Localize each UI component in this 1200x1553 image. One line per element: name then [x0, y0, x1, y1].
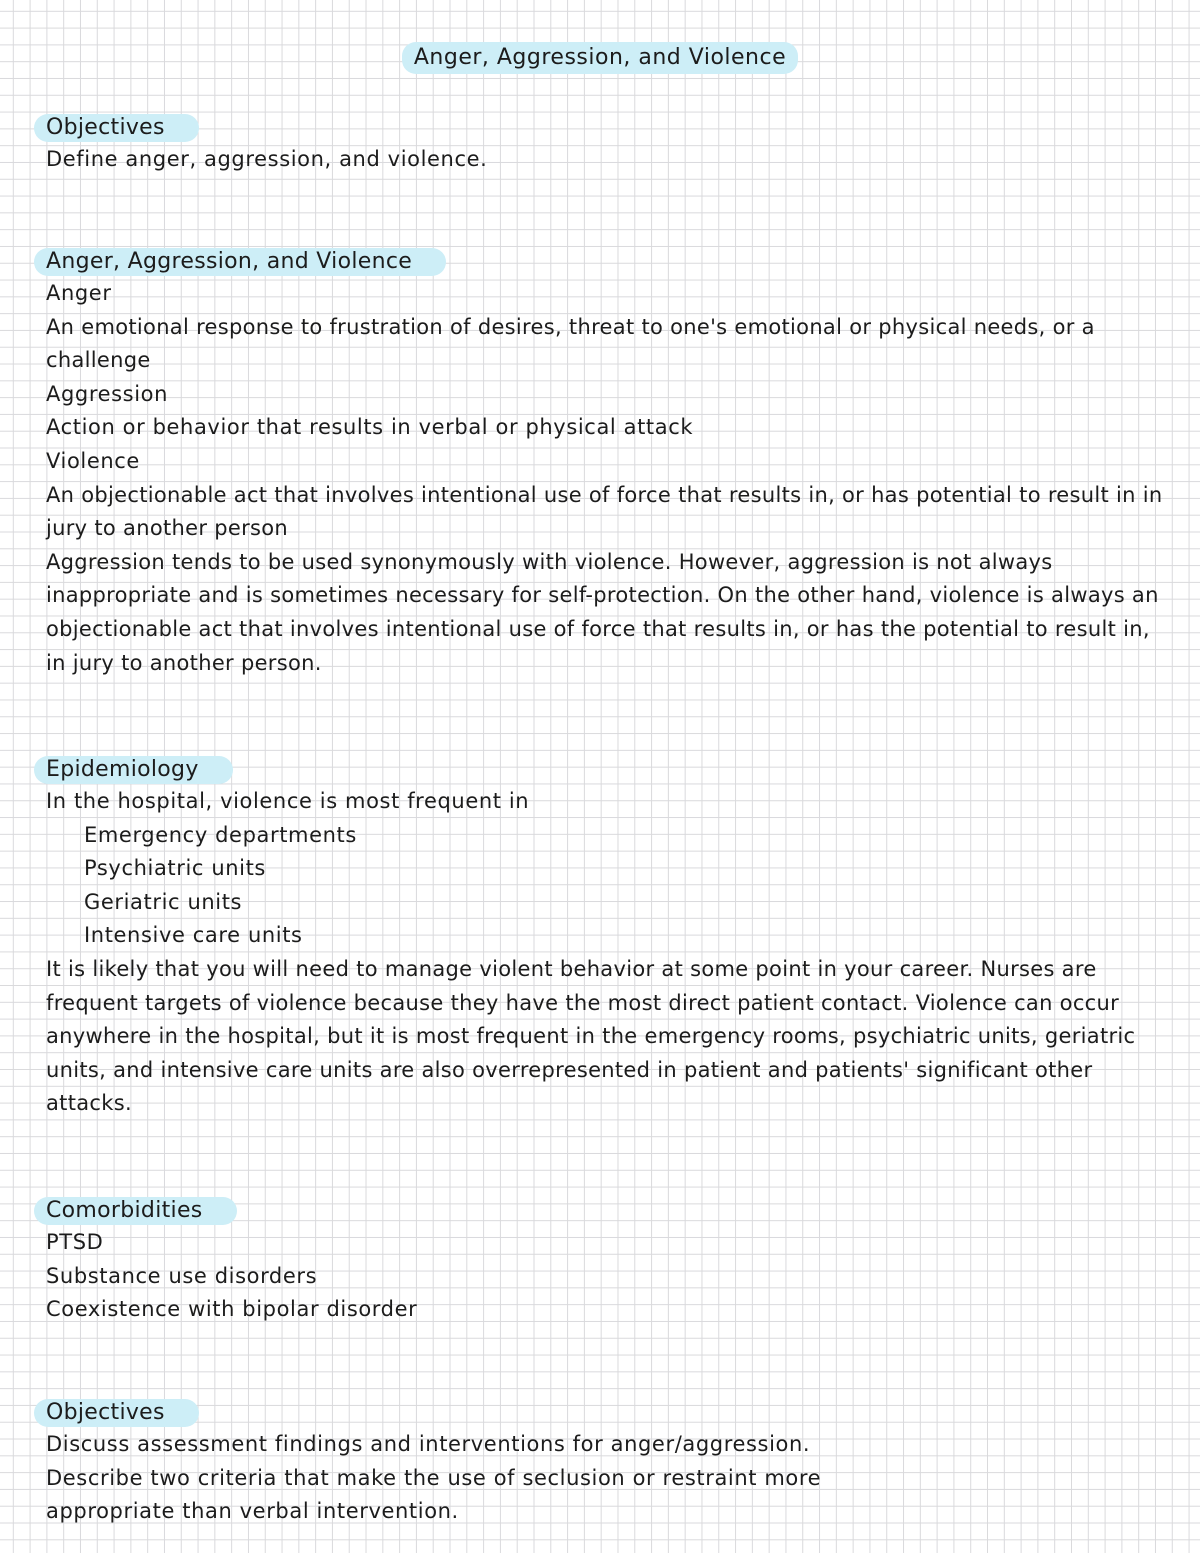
section-comorbidities	[46, 1196, 1166, 1327]
list-item: Geriatric units	[84, 889, 243, 914]
list-item: Intensive care units	[84, 923, 303, 948]
definition-aggression: Action or behavior that results in verbal or physical attack	[46, 415, 694, 440]
heading-highlight: Objectives	[34, 1399, 199, 1427]
aggression-paragraph: Aggression tends to be used synonymously with violence. However, aggression is not always inappropriate and is sometimes necessary for self-protection. On the other hand, violence is always an objectionable act that involves intentional use of force that results in, or has the potential to result in, in jury to another person.	[46, 549, 1159, 675]
objective-line: Discuss assessment findings and interventions for anger/aggression.	[46, 1432, 811, 1456]
section-epidemiology	[46, 755, 1166, 1121]
objective-line: Define anger, aggression, and violence.	[46, 147, 488, 171]
section-heading	[34, 1196, 1166, 1226]
objective-line: Describe two criteria that make the use of seclusion or restraint more	[46, 1465, 822, 1490]
list-item: Emergency departments	[84, 822, 357, 847]
heading-highlight: Objectives	[34, 114, 199, 142]
title-block	[0, 42, 1200, 74]
definition-violence: An objectionable act that involves intentional use of force that results in, or has potential to result in in jury to another person	[46, 482, 1163, 541]
list-item: PTSD	[46, 1230, 104, 1254]
section-objectives	[46, 113, 1166, 177]
section-definitions	[46, 247, 1166, 680]
heading-highlight: Comorbidities	[34, 1197, 237, 1225]
term-aggression: Aggression	[46, 381, 168, 406]
page-title: Anger, Aggression, and Violence	[402, 42, 798, 74]
heading-highlight: Anger, Aggression, and Violence	[34, 248, 446, 276]
list-item: Coexistence with bipolar disorder	[46, 1297, 418, 1322]
section-heading	[34, 247, 1166, 277]
term-violence: Violence	[46, 448, 140, 473]
section-heading	[34, 1398, 1166, 1428]
list-item: Substance use disorders	[46, 1263, 318, 1288]
epidemiology-intro: In the hospital, violence is most frequent in	[46, 789, 530, 813]
term-anger: Anger	[46, 281, 112, 305]
section-heading	[34, 113, 1166, 143]
section-objectives-2	[46, 1398, 1166, 1529]
epidemiology-paragraph: It is likely that you will need to manage violent behavior at some point in your career. Nurses are frequent targets of violence because they have the most direct patient contact. Violence can occur anywhere in the hospital, but it is most frequent in the emergency rooms, psychiatric units, geriatric units, and intensive care units are also overrepresented in patient and patients' significant other attacks.	[46, 956, 1136, 1116]
list-item: Psychiatric units	[84, 856, 266, 881]
definition-anger: An emotional response to frustration of desires, threat to one's emotional or physical needs, or a challenge	[46, 314, 1095, 373]
objective-line: appropriate than verbal intervention.	[46, 1499, 459, 1524]
section-heading	[34, 755, 1166, 785]
heading-highlight: Epidemiology	[34, 756, 233, 784]
